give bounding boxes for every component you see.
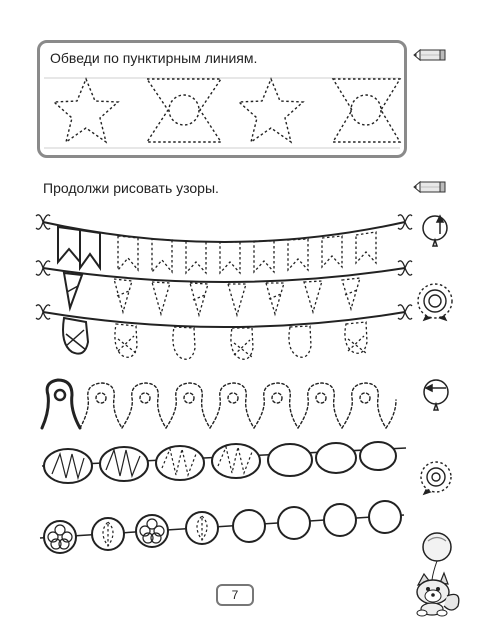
dotted-star[interactable]	[239, 79, 303, 142]
circle-beads	[40, 501, 404, 553]
dotted-bowtie-circle[interactable]	[333, 79, 400, 142]
circular-arrows-icon	[418, 284, 452, 320]
dotted-bowtie-circle[interactable]	[147, 79, 221, 142]
dotted-triangles[interactable]	[114, 278, 360, 315]
solid-pennant	[63, 318, 88, 354]
cartoon-fox-with-balloon	[417, 533, 459, 616]
dotted-loops[interactable]	[80, 383, 396, 428]
solid-flag	[80, 230, 100, 268]
garland-pennants	[36, 305, 412, 359]
loop-pattern	[42, 380, 396, 428]
pencil-icon	[414, 182, 445, 192]
balloon-arrow-left-icon	[424, 380, 448, 410]
task1-guide-lines	[44, 78, 400, 148]
task1-instruction: Обведи по пунктирным линиям.	[50, 50, 258, 66]
dashed-circle-icon	[421, 462, 451, 494]
dotted-flags[interactable]	[118, 232, 376, 273]
garland-flags	[36, 215, 412, 273]
dotted-star[interactable]	[54, 79, 118, 142]
pencil-icon	[414, 50, 445, 60]
page-number: 7	[216, 584, 254, 606]
oval-beads	[42, 442, 406, 483]
solid-flag	[58, 227, 80, 262]
task2-instruction: Продолжи рисовать узоры.	[43, 180, 219, 196]
solid-triangle-flag	[64, 273, 82, 308]
balloon-arrow-up-icon	[423, 216, 447, 246]
